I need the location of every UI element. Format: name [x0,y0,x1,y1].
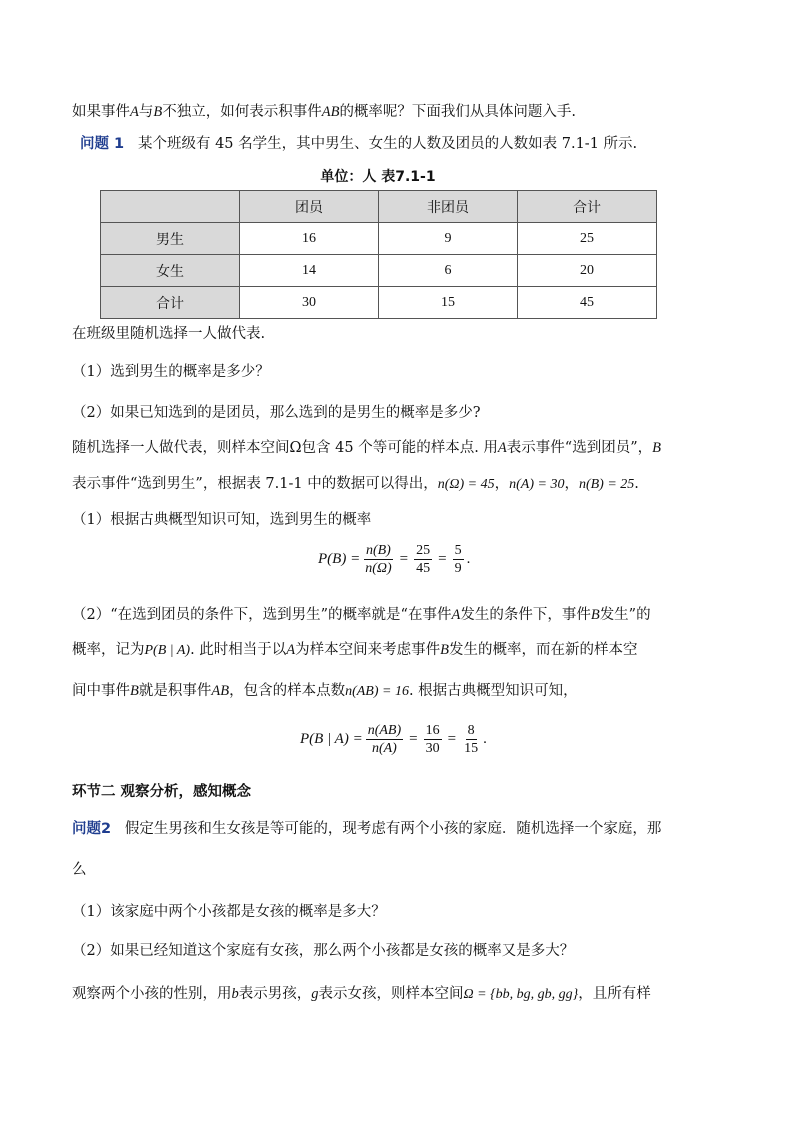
question-1: （1）选到男生的概率是多少？ [72,364,270,380]
table-header-cell [101,191,240,223]
last-line: 观察两个小孩的性别，用b表示男孩，g表示女孩，则样本空间Ω = {bb, bg, gb, gg}，且所有样 [72,986,651,1002]
table-row [101,255,657,287]
fraction: $\frac{25}{45}$ [416,543,431,576]
problem2-line: 问题2 假定生男孩和生女孩是等可能的，现考虑有两个小孩的家庭．随机选择一个家庭，那 [72,821,662,837]
table-cell: 20 [518,255,657,287]
table-header-cell: 团员 [240,191,379,223]
table-cell: 9 [379,223,518,255]
section-heading: 环节二 观察分析，感知概念 [72,784,252,800]
problem1-text: 某个班级有 45 名学生，其中男生、女生的人数及团员的人数如表 7.1-1 所示. [137,136,638,152]
fraction: $\frac{16}{30}$ [425,723,440,756]
problem2-question-2: （2）如果已经知道这个家庭有女孩，那么两个小孩都是女孩的概率又是多大？ [72,943,575,959]
table-cell: 6 [379,255,518,287]
problem1-line [80,134,637,154]
formula-p-b-given-a: P(B | A) = $\frac{n(AB)}{n(A)}$ = $\frac{16}{30}$ = $\frac{8}{15}$ . [300,723,487,756]
reasoning-line-1: 随机选择一人做代表，则样本空间Ω包含 45 个等可能的样本点. 用A表示事件“选到团员”，B [72,440,661,456]
fraction: $\frac{n(B)}{n(\Omega)}$ [365,543,392,576]
table-cell: 45 [518,287,657,319]
fraction: $\frac{5}{9}$ [454,543,462,576]
solution-2-line-1: （2）“在选到团员的条件下，选到男生”的概率就是“在事件A发生的条件下，事件B发生”的 [72,607,651,623]
problem2-label: 问题2 [72,821,112,837]
fraction: $\frac{n(AB)}{n(A)}$ [367,723,402,756]
solution-1-line: （1）根据古典概型知识可知，选到男生的概率 [72,512,372,528]
solution-2-line-3: 间中事件B就是积事件AB，包含的样本点数n(AB) = 16. 根据古典概型知识可知， [72,683,578,699]
table-row-label: 女生 [101,255,240,287]
problem1-label: 问题 1 [80,136,125,152]
table-cell: 14 [240,255,379,287]
table-row-label: 男生 [101,223,240,255]
problem2-continuation: 么 [72,862,87,878]
reasoning-line-2: 表示事件“选到男生”，根据表 7.1-1 中的数据可以得出，n(Ω) = 45，n(A) = 30，n(B) = 25. [72,476,639,492]
table-caption: 单位：人 表7.1-1 [320,169,436,185]
fraction: $\frac{8}{15}$ [464,723,479,756]
table-cell: 16 [240,223,379,255]
table-header-cell: 非团员 [379,191,518,223]
table-cell: 15 [379,287,518,319]
formula-p-b: P(B) = $\frac{n(B)}{n(\Omega)}$ = $\frac{25}{45}$ = $\frac{5}{9}$ . [318,543,471,576]
table-cell: 30 [240,287,379,319]
table-header-cell: 合计 [518,191,657,223]
table-row-label: 合计 [101,287,240,319]
table-cell: 25 [518,223,657,255]
solution-2-line-2: 概率，记为P(B | A). 此时相当于以A为样本空间来考虑事件B发生的概率，而在新的样本空 [72,642,638,658]
table-row [101,223,657,255]
table-row [101,287,657,319]
problem2-question-1: （1）该家庭中两个小孩都是女孩的概率是多大？ [72,904,386,920]
question-2: （2）如果已知选到的是团员，那么选到的是男生的概率是多少? [72,405,481,421]
data-table [100,190,657,319]
intro-line: 如果事件A与B不独立，如何表示积事件AB的概率呢？下面我们从具体问题入手. [72,104,577,120]
select-line: 在班级里随机选择一人做代表. [72,326,266,342]
table-header-row [101,191,657,223]
